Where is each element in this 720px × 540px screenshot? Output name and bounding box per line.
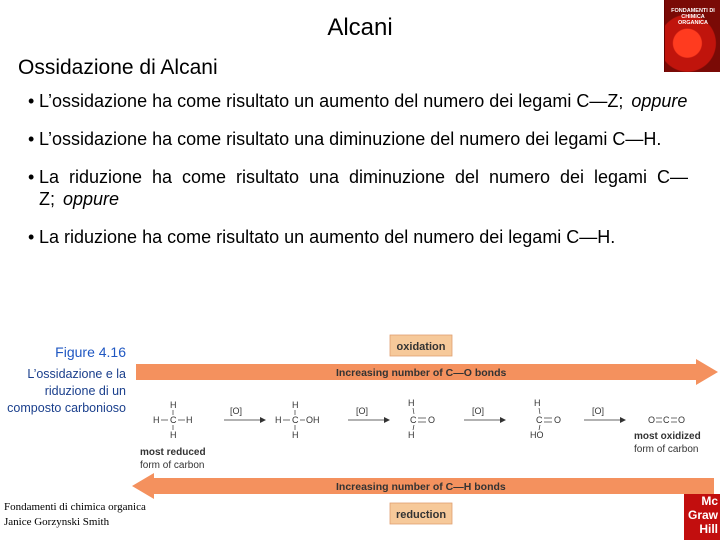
svg-text:C: C	[663, 415, 670, 425]
figure-label: Figure 4.16	[55, 344, 126, 360]
formic-acid-structure	[530, 398, 561, 440]
svg-text:C: C	[410, 415, 417, 425]
slide-subtitle: Ossidazione di Alcani	[18, 56, 218, 79]
svg-text:H: H	[170, 400, 177, 410]
footer-author: Janice Gorzynski Smith	[4, 516, 110, 528]
svg-text:C: C	[536, 415, 543, 425]
svg-text:O: O	[428, 415, 436, 425]
svg-text:C: C	[170, 415, 177, 425]
carbon-dioxide-structure	[648, 415, 685, 425]
book-cover-title: FONDAMENTI DI CHIMICA ORGANICA	[671, 8, 715, 26]
svg-text:H: H	[186, 415, 193, 425]
footer-book-title: Fondamenti di chimica organica	[4, 501, 146, 513]
svg-text:H: H	[292, 400, 299, 410]
svg-text:C: C	[292, 415, 299, 425]
svg-text:H: H	[534, 398, 541, 408]
slide-title: Alcani	[327, 14, 393, 41]
oxidant-label: [O]	[230, 406, 243, 416]
svg-text:H: H	[408, 398, 415, 408]
bullet-list	[28, 90, 688, 264]
most-oxidized-label: most oxidized	[634, 431, 701, 442]
oxidant-label: [O]	[356, 406, 369, 416]
publisher-logo: Mc Graw Hill	[684, 494, 720, 540]
oxidation-reduction-diagram	[130, 334, 720, 530]
formaldehyde-structure	[408, 398, 435, 440]
reaction-arrowhead	[500, 417, 506, 423]
reaction-arrowhead	[260, 417, 266, 423]
svg-text:OH: OH	[306, 415, 320, 425]
bullet-text: L’ossidazione ha come risultato una diminuzione del numero dei legami C—H.	[39, 129, 662, 149]
svg-text:H: H	[408, 430, 415, 440]
oxidation-label: oxidation	[396, 341, 446, 353]
svg-text:HO: HO	[530, 430, 544, 440]
methane-structure	[153, 400, 193, 440]
reaction-arrowhead	[620, 417, 626, 423]
svg-text:H: H	[170, 430, 177, 440]
bullet-emphasis: oppure	[631, 91, 688, 111]
increasing-co-label: Increasing number of C—O bonds	[336, 367, 507, 379]
bullet-text: La riduzione ha come risultato una diminuzione del numero dei legami C—Z;	[39, 167, 688, 209]
bullet-item	[28, 128, 688, 150]
book-cover-image	[664, 0, 720, 72]
reduction-label: reduction	[395, 509, 447, 521]
bullet-emphasis: oppure	[63, 189, 120, 209]
svg-text:O: O	[678, 415, 686, 425]
bullet-text: L’ossidazione ha come risultato un aumento del numero dei legami C—Z;	[39, 91, 624, 111]
svg-text:O: O	[648, 415, 656, 425]
increasing-ch-label: Increasing number of C—H bonds	[336, 481, 506, 493]
svg-text:O: O	[554, 415, 562, 425]
footer	[4, 500, 146, 530]
figure-caption	[4, 344, 126, 417]
figure-caption-text: L’ossidazione e la riduzione di un composto carbonioso	[7, 367, 126, 415]
svg-text:H: H	[275, 415, 282, 425]
methanol-structure	[275, 400, 320, 440]
bullet-item	[28, 166, 688, 210]
bullet-item	[28, 90, 688, 112]
most-reduced-label: most reduced	[140, 447, 206, 458]
oxidant-label: [O]	[592, 406, 605, 416]
oxidant-label: [O]	[472, 406, 485, 416]
svg-text:H: H	[292, 430, 299, 440]
reaction-arrowhead	[384, 417, 390, 423]
bullet-item	[28, 226, 688, 248]
bullet-text: La riduzione ha come risultato un aumento del numero dei legami C—H.	[39, 227, 616, 247]
most-oxidized-label: form of carbon	[634, 444, 699, 455]
most-reduced-label: form of carbon	[140, 460, 205, 471]
svg-text:H: H	[153, 415, 160, 425]
